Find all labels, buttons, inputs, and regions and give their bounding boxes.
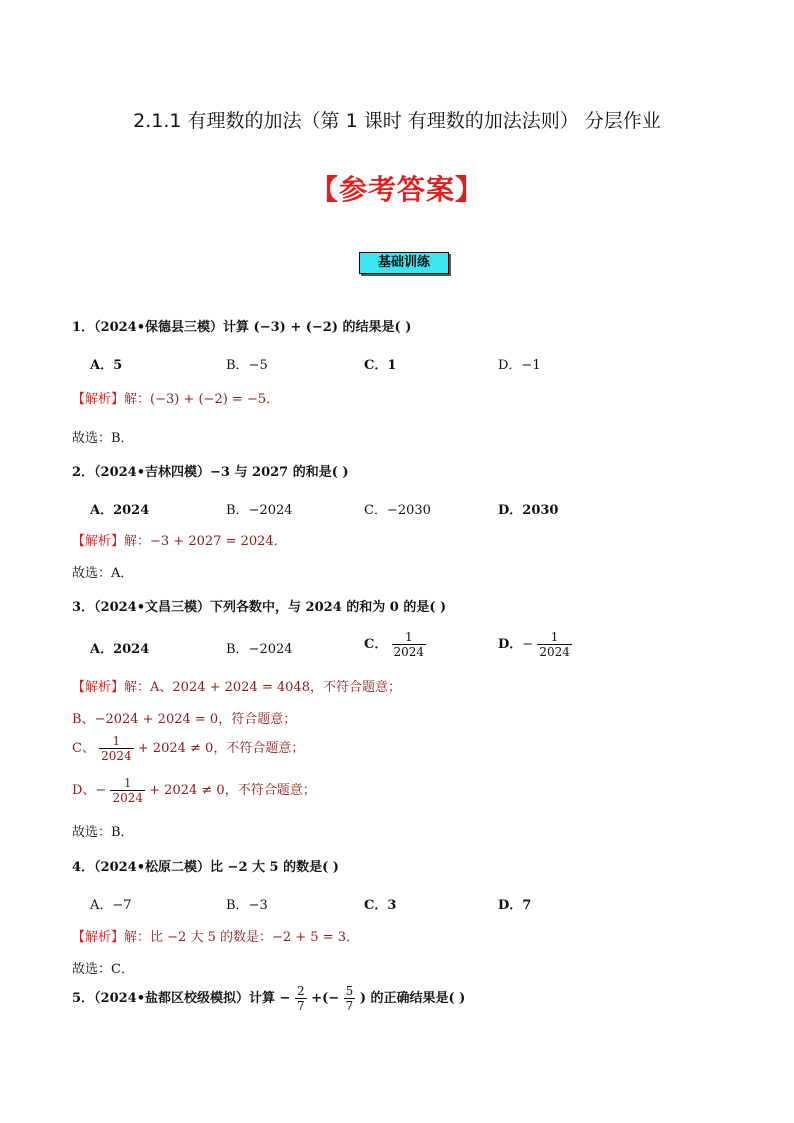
q1-option-a: A．5 xyxy=(90,358,123,373)
q3-option-c: C． $\frac{1}{2024}$ xyxy=(364,630,425,659)
q2-option-a: A．2024 xyxy=(90,503,150,518)
answer-title: 【参考答案】 xyxy=(309,173,484,206)
q3-option-d-fraction: $\frac{1}{2024}$ xyxy=(539,630,570,659)
question-4: 4．（2024•松原二模）比 −2 大 5 的数是( ) xyxy=(72,860,339,875)
question-5: 5．（2024•盐都区校级模拟）计算 − $\frac{2}{7}$ +(− $\frac{5}{7}$ ) 的正确结果是( ) xyxy=(72,984,466,1013)
q3-analysis-d-fraction: $\frac{1}{2024}$ xyxy=(112,776,144,805)
question-2: 2．（2024•吉林四模）−3 与 2027 的和是( ) xyxy=(72,465,349,480)
question-1: 1．（2024•保德县三模）计算 (−3) + (−2) 的结果是( ) xyxy=(72,320,412,335)
q3-analysis-c: C、 $\frac{1}{2024}$ + 2024 ≠ 0，不符合题意； xyxy=(72,734,305,763)
q3-analysis-c-fraction: $\frac{1}{2024}$ xyxy=(101,734,132,763)
q1-option-d: D．−1 xyxy=(498,358,541,373)
q4-option-c: C．3 xyxy=(364,898,397,913)
q2-option-b: B．−2024 xyxy=(226,503,293,518)
q1-conclusion: 故选：B． xyxy=(72,431,134,446)
q3-analysis-a: 【解析】解：A、2024 + 2024 = 4048，不符合题意； xyxy=(72,680,401,695)
q1-option-b: B．−5 xyxy=(226,358,268,373)
q4-option-a: A．−7 xyxy=(90,898,132,913)
q5-fraction-2: $\frac{5}{7}$ xyxy=(345,984,354,1013)
page-title: 2.1.1 有理数的加法（第 1 课时 有理数的加法法则） 分层作业 xyxy=(133,110,661,132)
q3-option-b: B．−2024 xyxy=(226,642,293,657)
q3-analysis-b: B、−2024 + 2024 = 0，符合题意； xyxy=(72,712,297,727)
q3-option-a: A．2024 xyxy=(90,642,150,657)
q4-option-b: B．−3 xyxy=(226,898,268,913)
q3-option-c-fraction: $\frac{1}{2024}$ xyxy=(393,630,425,659)
q5-fraction-1: $\frac{2}{7}$ xyxy=(297,984,305,1013)
q3-option-d: D．− $\frac{1}{2024}$ xyxy=(498,630,570,659)
q4-analysis: 【解析】解：比 −2 大 5 的数是：−2 + 5 = 3． xyxy=(72,930,359,945)
section-badge: 基础训练 xyxy=(359,252,449,274)
question-3: 3．（2024•文昌三模）下列各数中，与 2024 的和为 0 的是( ) xyxy=(72,600,447,615)
q4-option-d: D．7 xyxy=(498,898,532,913)
q1-option-c: C．1 xyxy=(364,358,397,373)
q4-conclusion: 故选：C． xyxy=(72,962,134,977)
q2-conclusion: 故选：A． xyxy=(72,566,134,581)
q1-analysis: 【解析】解：(−3) + (−2) = −5． xyxy=(72,392,280,407)
q2-option-c: C．−2030 xyxy=(364,503,431,518)
q2-option-d: D．2030 xyxy=(498,503,559,518)
q3-conclusion: 故选：B． xyxy=(72,825,134,840)
q3-analysis-d: D、− $\frac{1}{2024}$ + 2024 ≠ 0，不符合题意； xyxy=(72,776,316,805)
q2-analysis: 【解析】解：−3 + 2027 = 2024． xyxy=(72,534,287,549)
